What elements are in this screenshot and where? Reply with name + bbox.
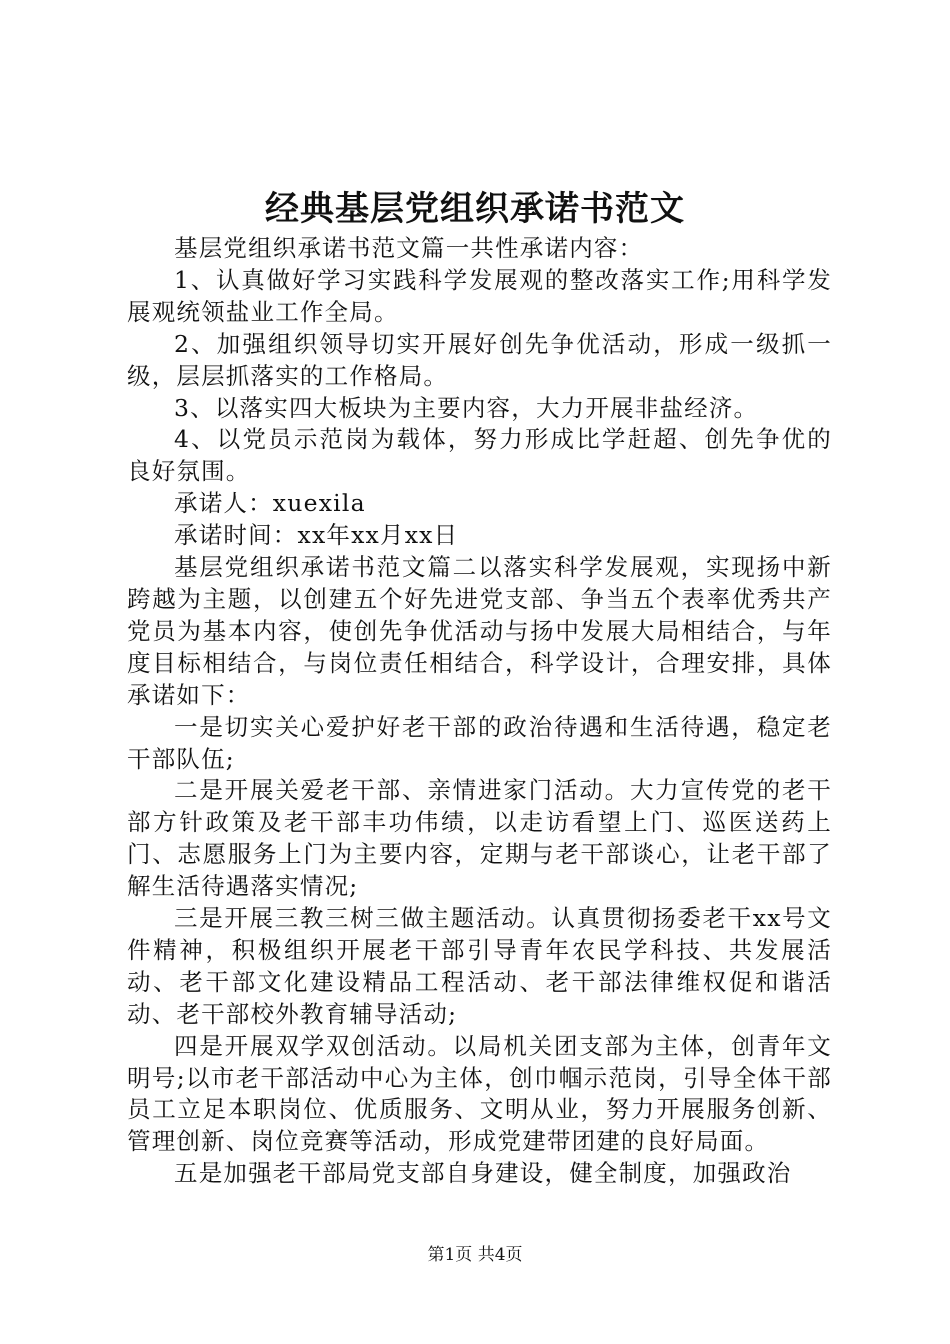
paragraph: 基层党组织承诺书范文篇二以落实科学发展观，实现扬中新跨越为主题，以创建五个好先进党支部、争当五个表率优秀共产党员为基本内容，使创先争优活动与扬中发展大局相结合，与年度目标相结合，与岗位责任相结合，科学设计，合理安排，具体承诺如下： [127, 553, 832, 709]
paragraph: 一是切实关心爱护好老干部的政治待遇和生活待遇，稳定老干部队伍; [127, 712, 832, 773]
paragraph: 四是开展双学双创活动。以局机关团支部为主体，创青年文明号;以市老干部活动中心为主体，创巾帼示范岗，引导全体干部员工立足本职岗位、优质服务、文明从业，努力开展服务创新、管理创新、岗位竞赛等活动，形成党建带团建的良好局面。 [127, 1031, 832, 1156]
paragraph: 二是开展关爱老干部、亲情进家门活动。大力宣传党的老干部方针政策及老干部丰功伟绩，以走访看望上门、巡医送药上门、志愿服务上门为主要内容，定期与老干部谈心，让老干部了解生活待遇落实情况; [127, 776, 832, 901]
paragraph: 承诺时间：xx年xx月xx日 [174, 521, 459, 550]
paragraph: 三是开展三教三树三做主题活动。认真贯彻扬委老干xx号文件精神，积极组织开展老干部引导青年农民学科技、共发展活动、老干部文化建设精品工程活动、老干部法律维权促和谐活动、老干部校外教育辅导活动; [127, 904, 832, 1028]
paragraph: 五是加强老干部局党支部自身建设，健全制度，加强政治 [174, 1159, 792, 1188]
paragraph: 承诺人：xuexila [174, 489, 366, 518]
paragraph: 1、认真做好学习实践科学发展观的整改落实工作;用科学发展观统领盐业工作全局。 [127, 265, 832, 326]
page-footer: 第1页 共4页 [427, 1245, 523, 1265]
paragraph: 2、加强组织领导切实开展好创先争优活动，形成一级抓一级，层层抓落实的工作格局。 [127, 329, 832, 390]
paragraph: 3、以落实四大板块为主要内容，大力开展非盐经济。 [174, 393, 759, 422]
document-title: 经典基层党组织承诺书范文 [265, 189, 685, 229]
paragraph: 基层党组织承诺书范文篇一共性承诺内容： [174, 234, 644, 262]
paragraph: 4、以党员示范岗为载体，努力形成比学赶超、创先争优的良好氛围。 [127, 425, 832, 486]
document-body [127, 233, 832, 1190]
